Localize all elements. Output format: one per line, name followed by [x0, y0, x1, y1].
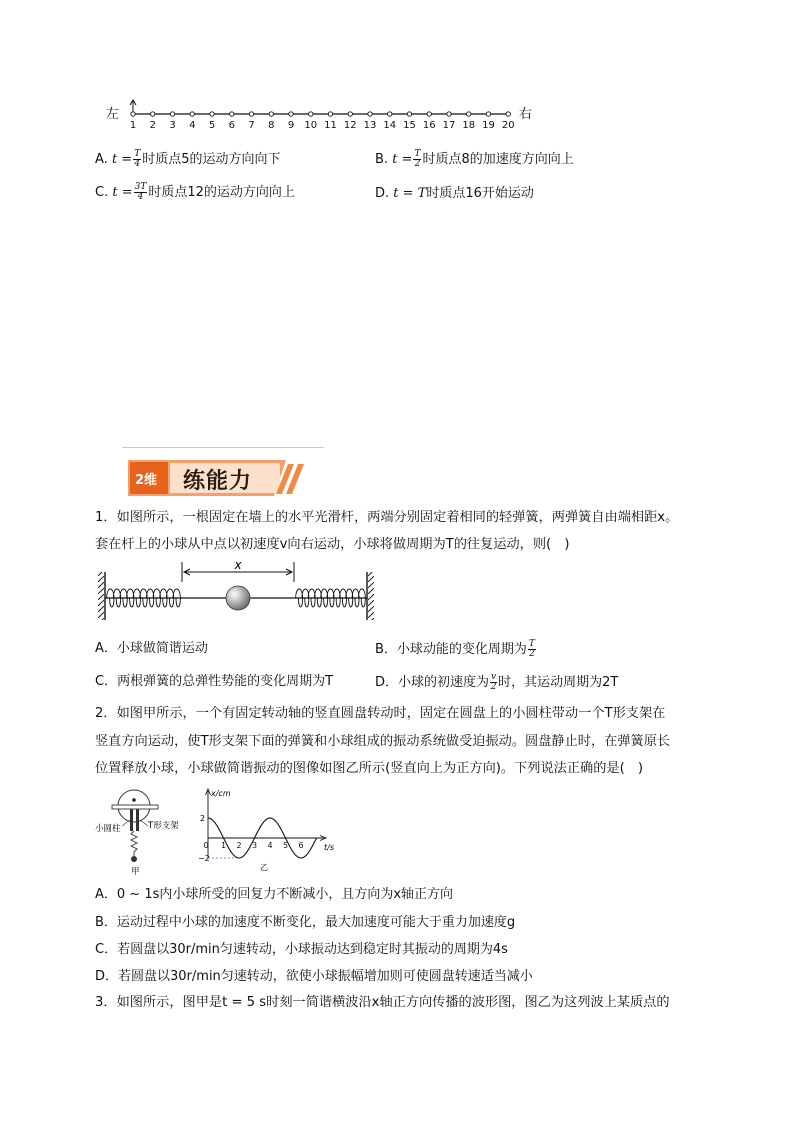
prev-option-a[interactable]: A. t = $\frac{T}{4}$ 时质点5的运动方向向下 [95, 149, 281, 169]
q2-option-d[interactable]: D．若圆盘以30r/min匀速转动，欲使小球振幅增加则可使圆盘转速适当减小 [95, 969, 533, 984]
number-line-point [170, 112, 174, 116]
ball [226, 586, 250, 610]
section-banner [128, 460, 308, 496]
yi-xtick-label: 6 [298, 841, 304, 850]
number-line-label: 6 [228, 120, 235, 130]
section-tag: 2维 [135, 473, 158, 488]
number-line-label: 2 [149, 120, 156, 130]
yi-ytick-pos: 2 [200, 814, 206, 823]
number-line-figure [100, 98, 540, 138]
number-line-label: 1 [129, 120, 137, 130]
number-line-point [269, 112, 273, 116]
section-divider [122, 447, 324, 448]
q2-line2: 竖直方向运动，使T形支架下面的弹簧和小球组成的振动系统做受迫振动。圆盘静止时，在弹簧原长 [95, 734, 671, 749]
number-line-label: 12 [343, 120, 357, 130]
left-label: 左 [106, 107, 120, 122]
number-line-label: 11 [324, 120, 337, 130]
number-line-point [131, 112, 135, 116]
yi-xtick-label: 2 [236, 841, 242, 850]
yi-xtick-label: 1 [220, 841, 227, 850]
fig-yi-chart [196, 786, 340, 876]
q3-line1: 3．如图所示，图甲是t = 5 s时刻一简谐横波沿x轴正方向传播的波形图，图乙为这列波上某质点的 [95, 995, 670, 1010]
number-line-point [328, 112, 332, 116]
q2-option-b[interactable]: B．运动过程中小球的加速度不断变化，最大加速度可能大于重力加速度g [95, 915, 516, 930]
q1-spring-figure [98, 558, 382, 624]
number-line-point [151, 112, 155, 116]
yi-ylabel: x/cm [211, 789, 231, 798]
number-line-label: 13 [363, 120, 377, 130]
yi-xlabel: t/s [324, 843, 334, 852]
prev-option-c[interactable]: C. t = $\frac{3T}{4}$ 时质点12的运动方向向上 [95, 182, 295, 202]
number-line-point [407, 112, 411, 116]
number-line-point [388, 112, 392, 116]
number-line-label: 9 [287, 120, 295, 130]
fig-jia-apparatus [92, 786, 192, 882]
yi-xtick-label: 3 [251, 841, 258, 850]
q2-line3: 位置释放小球，小球做简谐振动的图像如图乙所示(竖直向上为正方向)。下列说法正确的是( ) [95, 761, 644, 776]
number-line-point [486, 112, 490, 116]
q1-line2: 套在杆上的小球从中点以初速度v向右运动，小球将做周期为T的往复运动，则( ) [95, 537, 570, 552]
section-title: 练能力 [183, 469, 253, 494]
number-line [128, 98, 518, 130]
number-line-point [230, 112, 234, 116]
number-line-label: 20 [501, 120, 515, 130]
number-line-label: 19 [482, 120, 495, 130]
number-line-point [427, 112, 431, 116]
q2-line1: 2．如图甲所示，一个有固定转动轴的竖直圆盘转动时，固定在圆盘上的小圆柱带动一个T形支架在 [95, 706, 666, 721]
number-line-label: 15 [403, 120, 416, 130]
number-line-point [190, 112, 194, 116]
number-line-point [368, 112, 372, 116]
number-line-point [249, 112, 253, 116]
number-line-label: 17 [442, 120, 456, 130]
yi-xticks [203, 841, 303, 850]
q1-line1: 1．如图所示，一根固定在墙上的水平光滑杆，两端分别固定着相同的轻弹簧，两弹簧自由端相距x。 [95, 510, 679, 525]
number-line-label: 16 [422, 120, 436, 130]
number-line-point [447, 112, 451, 116]
number-line-label: 5 [208, 120, 216, 130]
number-line-point [309, 112, 313, 116]
number-line-label: 4 [189, 120, 196, 130]
yi-xtick-label: 0 [203, 841, 209, 850]
q2-option-c[interactable]: C．若圆盘以30r/min匀速转动，小球振动达到稳定时其振动的周期为4s [95, 942, 508, 957]
number-line-point [467, 112, 471, 116]
q1-option-d[interactable]: D．小球的初速度为 $\frac{v}{2}$ 时，其运动周期为2T [375, 672, 619, 692]
q2-option-a[interactable]: A．0 ~ 1s内小球所受的回复力不断减小，且方向为x轴正方向 [95, 887, 454, 902]
caption-yi: 乙 [260, 863, 268, 872]
q1-option-a[interactable]: A．小球做简谐运动 [95, 641, 208, 656]
caption-jia: 甲 [131, 867, 140, 877]
q1-option-c[interactable]: C．两根弹簧的总弹性势能的变化周期为T [95, 674, 334, 689]
number-line-point [506, 112, 510, 116]
number-line-label: 8 [268, 120, 275, 130]
number-line-label: 7 [248, 120, 255, 130]
distance-label: x [234, 558, 242, 572]
label-frame: T形支架 [148, 821, 179, 831]
number-line-label: 14 [383, 120, 397, 130]
right-label: 右 [519, 107, 533, 122]
prev-option-d[interactable]: D. t = T时质点16开始运动 [375, 186, 534, 201]
number-line-label: 18 [462, 120, 476, 130]
number-line-label: 3 [169, 120, 176, 130]
q1-option-b[interactable]: B．小球动能的变化周期为 $\frac{T}{2}$ [375, 639, 535, 659]
number-line-point [210, 112, 214, 116]
prev-option-b[interactable]: B. t = $\frac{T}{2}$ 时质点8的加速度方向向上 [375, 149, 574, 169]
yi-xtick-label: 5 [282, 841, 289, 850]
number-line-point [348, 112, 352, 116]
yi-xtick-label: 4 [267, 841, 273, 850]
yi-ytick-neg: −2 [198, 854, 210, 863]
number-line-label: 10 [304, 120, 318, 130]
label-cylinder: 小圆柱 [95, 824, 121, 834]
number-line-point [289, 112, 293, 116]
